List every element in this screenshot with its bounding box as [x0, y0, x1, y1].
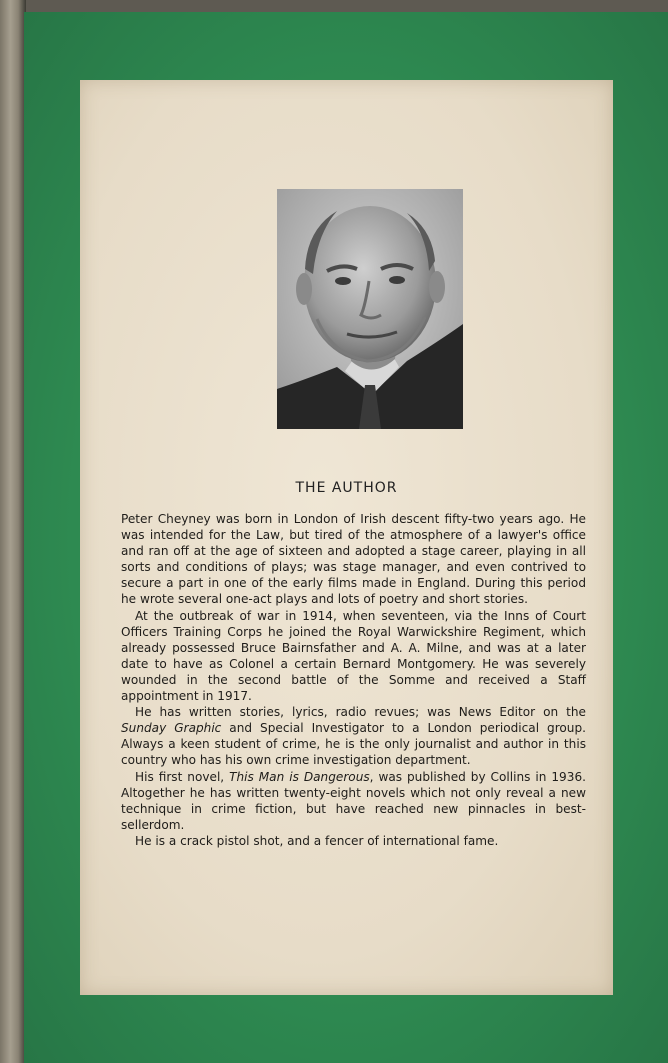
bio-paragraph-5: He is a crack pistol shot, and a fencer of international fame. — [135, 833, 499, 848]
bio-text: , was published by Collins in 1936. Altogether he has written twenty-eight novels which not only reveal a new technique in crime fiction, but have reached new pinnacles in best-sellerdom. — [121, 769, 586, 832]
page-edges — [0, 0, 26, 1063]
bio-text: His first novel, — [135, 769, 230, 784]
author-photo — [277, 189, 463, 429]
bio-paragraph-4 — [121, 769, 586, 833]
novel-title: This Man is Dangerous — [229, 769, 370, 784]
bio-text: He has written stories, lyrics, radio revues; was News Editor on the — [135, 705, 586, 720]
bio-text: and Special Investigator to a London periodical group. Always a keen student of crime, he is the only journalist and author in this country who has his own crime investigation department. — [121, 721, 586, 768]
bio-paragraph-2: At the outbreak of war in 1914, when seventeen, via the Inns of Court Officers Training Corps he joined the Royal Warwickshire Regiment, which already possessed Bruce Bairnsfather and A. A. Milne, and was at a later date to have as Colonel a certain Bernard Montgomery. He was severely wounded in the second battle of the Somme and received a Staff appointment in 1917. — [121, 608, 586, 704]
bio-paragraph-3 — [121, 704, 586, 768]
publication-title: Sunday Graphic — [121, 721, 222, 736]
section-heading: THE AUTHOR — [295, 480, 398, 496]
bio-paragraph-1: Peter Cheyney was born in London of Irish descent fifty-two years ago. He was intended for the Law, but tired of the atmosphere of a lawyer's office and ran off at the age of sixteen and adopted a stage career, playing in all sorts and conditions of plays; was stage manager, and even contrived to secure a part in one of the early films made in England. During this period he wrote several one-act plays and lots of poetry and short stories. — [121, 512, 586, 607]
author-biography — [121, 511, 586, 849]
green-cover — [24, 12, 668, 1063]
author-panel — [80, 80, 613, 995]
